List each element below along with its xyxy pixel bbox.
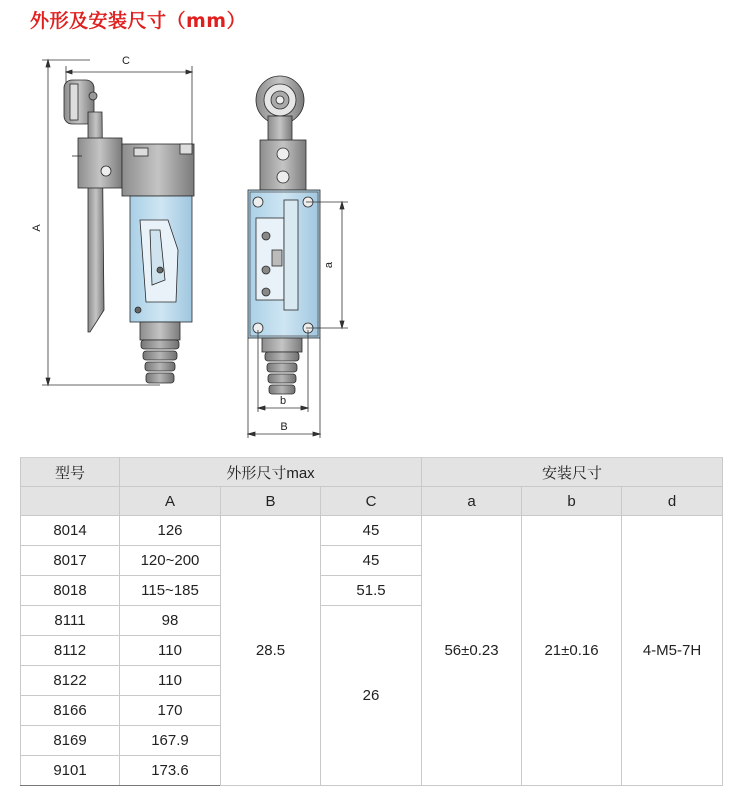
cell-A: 167.9 (120, 726, 221, 756)
cell-A: 110 (120, 636, 221, 666)
cell-A: 120~200 (120, 546, 221, 576)
header-install-group: 安装尺寸 (422, 458, 723, 487)
cell-a-merged: 56±0.23 (422, 516, 522, 786)
header-model-blank (21, 487, 120, 516)
header-col-B: B (221, 487, 321, 516)
cell-model: 8017 (21, 546, 120, 576)
header-outline-group: 外形尺寸max (120, 458, 422, 487)
dim-label-big-b: B (280, 421, 288, 433)
cell-b-merged: 21±0.16 (522, 516, 622, 786)
dim-label-c: C (122, 55, 130, 67)
cell-A: 126 (120, 516, 221, 546)
header-col-a: a (422, 487, 522, 516)
cell-model: 8014 (21, 516, 120, 546)
cell-C-merged: 26 (321, 606, 422, 786)
dim-label-a: A (31, 224, 43, 232)
header-col-C: C (321, 487, 422, 516)
page-title: 外形及安装尺寸（mm） (30, 10, 247, 32)
cell-A: 110 (120, 666, 221, 696)
cell-A: 115~185 (120, 576, 221, 606)
cell-model: 8169 (21, 726, 120, 756)
cell-A: 173.6 (120, 756, 221, 786)
header-col-b: b (522, 487, 622, 516)
dim-label-small-a: a (323, 261, 335, 269)
front-view (248, 76, 348, 438)
cell-model: 8111 (21, 606, 120, 636)
table-row (21, 516, 723, 546)
dimension-table (20, 457, 723, 786)
cell-model: 8166 (21, 696, 120, 726)
cell-model: 8112 (21, 636, 120, 666)
cell-C: 45 (321, 546, 422, 576)
cell-B-merged: 28.5 (221, 516, 321, 786)
cell-model: 9101 (21, 756, 120, 786)
header-col-d: d (622, 487, 723, 516)
dimension-drawing (0, 40, 750, 450)
dim-label-small-b: b (279, 395, 287, 407)
cell-A: 98 (120, 606, 221, 636)
cell-model: 8122 (21, 666, 120, 696)
cell-C: 51.5 (321, 576, 422, 606)
header-model: 型号 (21, 458, 120, 487)
cell-A: 170 (120, 696, 221, 726)
cell-C: 45 (321, 516, 422, 546)
cell-d-merged: 4-M5-7H (622, 516, 723, 786)
cell-model: 8018 (21, 576, 120, 606)
header-col-A: A (120, 487, 221, 516)
side-view (42, 60, 194, 385)
